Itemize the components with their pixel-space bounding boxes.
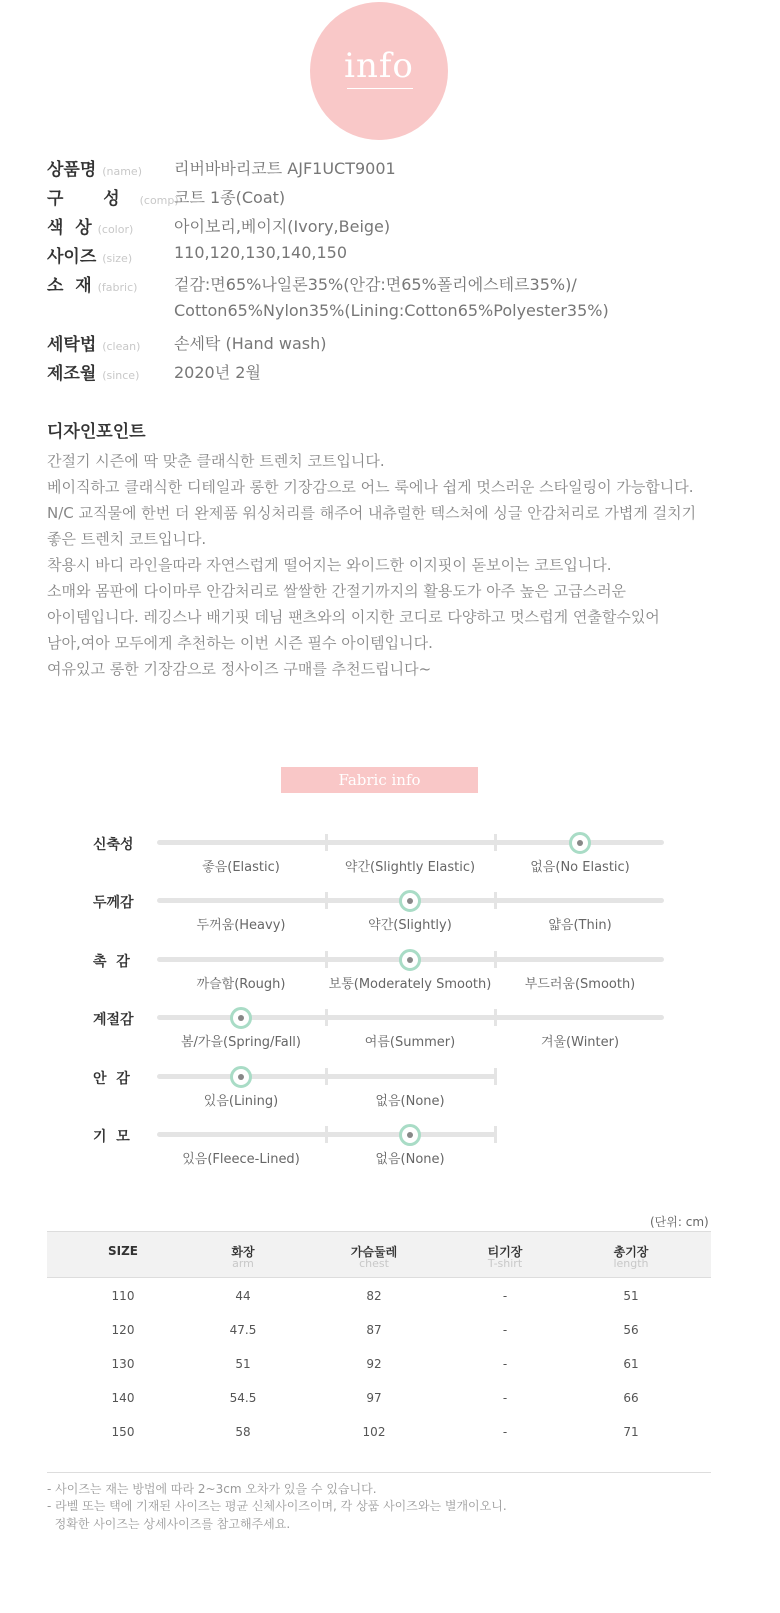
fabric-scale-divider <box>325 1126 328 1143</box>
size-table-header-label: SIZE <box>107 1244 138 1258</box>
design-line: 소매와 몸판에 다이마루 안감처리로 쌀쌀한 간절기까지의 활용도가 아주 높은 고급스러운 <box>47 582 627 600</box>
spec-label-name: 상품명 (name) <box>47 160 142 180</box>
fabric-selected-marker <box>230 1007 252 1029</box>
size-table-cell: 97 <box>366 1391 382 1405</box>
fabric-option-label: 없음(No Elastic) <box>530 860 630 875</box>
size-table-cell: 54.5 <box>229 1391 257 1405</box>
size-note: - 사이즈는 재는 방법에 따라 2~3cm 오차가 있을 수 있습니다. <box>47 1482 377 1496</box>
fabric-scale-divider <box>494 892 497 909</box>
size-table-header-sublabel: chest <box>359 1257 389 1270</box>
size-table-cell: 102 <box>362 1425 386 1439</box>
spec-value-comp: 코트 1종(Coat) <box>174 188 286 207</box>
spec-label-size: 사이즈 (size) <box>47 247 133 267</box>
fabric-info-banner: Fabric info <box>281 767 478 793</box>
spec-value-clean: 손세탁 (Hand wash) <box>174 334 327 353</box>
size-table-header-sublabel: T-shirt <box>487 1257 523 1270</box>
size-table-cell: - <box>502 1289 508 1303</box>
size-table-cell: 51 <box>623 1289 639 1303</box>
fabric-scale-divider <box>494 834 497 851</box>
fabric-scale-divider <box>325 1009 328 1026</box>
spec-value-size: 110,120,130,140,150 <box>174 243 348 262</box>
size-table-cell: - <box>502 1391 508 1405</box>
design-point-title: 디자인포인트 <box>47 422 146 442</box>
spec-label-color: 색 상 (color) <box>47 218 134 238</box>
fabric-option-label: 없음(None) <box>375 1093 445 1109</box>
fabric-option-label: 있음(Lining) <box>203 1093 279 1109</box>
fabric-scale-divider <box>325 892 328 909</box>
size-table-cell: 92 <box>366 1357 382 1371</box>
size-table-bottom-divider <box>47 1472 711 1473</box>
size-table-header-label: 티기장 <box>487 1245 523 1259</box>
size-table-cell: 71 <box>623 1425 639 1439</box>
fabric-option-label: 약간(Slightly) <box>368 918 452 934</box>
fabric-option-label: 까슬함(Rough) <box>196 976 286 992</box>
fabric-selected-marker <box>569 832 591 854</box>
design-line: 간절기 시즌에 딱 맞춘 클래식한 트렌치 코트입니다. <box>47 452 385 470</box>
fabric-option-label: 부드러움(Smooth) <box>524 976 636 992</box>
size-table-cell: 82 <box>366 1289 382 1303</box>
spec-value-since: 2020년 2월 <box>174 363 261 382</box>
fabric-row-label: 안 감 <box>93 1070 130 1087</box>
spec-value-name: 리버바바리코트 AJF1UCT9001 <box>174 159 396 178</box>
fabric-option-label: 좋음(Elastic) <box>202 860 280 875</box>
fabric-row-label: 기 모 <box>93 1129 130 1145</box>
fabric-scale-divider <box>325 834 328 851</box>
size-table-cell: 87 <box>366 1323 382 1337</box>
spec-label-fabric: 소 재 (fabric) <box>47 276 138 296</box>
size-table-cell: 51 <box>235 1357 251 1371</box>
design-line: 아이템입니다. 레깅스나 배기핏 데님 팬츠와의 이지한 코디로 다양하고 멋스럽게 연출할수있어 <box>47 608 660 626</box>
fabric-row-label: 계절감 <box>93 1012 134 1029</box>
fabric-option-label: 있음(Fleece-Lined) <box>182 1152 300 1167</box>
size-unit-label: (단위: cm) <box>650 1215 709 1229</box>
size-table-cell: 61 <box>623 1357 639 1371</box>
fabric-selected-marker <box>399 890 421 912</box>
info-title: info <box>344 46 414 86</box>
size-table-cell: 44 <box>235 1289 251 1303</box>
spec-value-fabric: 겉감:면65%나일론35%(안감:면65%폴리에스테르35%)/ <box>174 275 577 294</box>
fabric-option-label: 두꺼움(Heavy) <box>196 918 286 934</box>
fabric-option-label: 얇음(Thin) <box>548 918 612 934</box>
size-note: - 라벨 또는 택에 기재된 사이즈는 평균 신체사이즈이며, 각 상품 사이즈와는 별개이오니. <box>47 1499 507 1513</box>
size-table-cell: - <box>502 1425 508 1439</box>
fabric-row-label: 두께감 <box>93 895 134 912</box>
fabric-option-label: 겨울(Winter) <box>540 1035 620 1051</box>
fabric-selected-marker <box>399 949 421 971</box>
fabric-scale-divider <box>325 951 328 968</box>
design-line: 좋은 트렌치 코트입니다. <box>47 530 207 548</box>
size-table-header-label: 가슴둘레 <box>350 1245 398 1259</box>
size-table-cell: 66 <box>623 1391 639 1405</box>
size-note: 정확한 사이즈는 상세사이즈를 참고해주세요. <box>47 1517 291 1531</box>
fabric-option-label: 없음(None) <box>375 1152 445 1167</box>
size-table-cell: 130 <box>111 1357 135 1371</box>
spec-value-fabric-en: Cotton65%Nylon35%(Lining:Cotton65%Polyester35%) <box>174 301 609 320</box>
size-table-cell: 56 <box>623 1323 639 1337</box>
fabric-scale-divider <box>325 1068 328 1085</box>
size-table-cell: 140 <box>111 1391 135 1405</box>
size-table-header-sublabel: length <box>613 1257 649 1270</box>
size-table-cell: 110 <box>111 1289 135 1303</box>
size-table-cell: - <box>502 1323 508 1337</box>
size-table-cell: 120 <box>111 1323 135 1337</box>
size-table-cell: 150 <box>111 1425 135 1439</box>
fabric-selected-marker <box>230 1066 252 1088</box>
design-line: 베이직하고 클래식한 디테일과 롱한 기장감으로 어느 룩에나 쉽게 멋스러운 스타일링이 가능합니다. <box>47 478 694 496</box>
fabric-scale-divider <box>494 1009 497 1026</box>
design-line: N/C 교직물에 한번 더 완제품 워싱처리를 해주어 내츄럴한 텍스처에 싱글 안감처리로 가볍게 걸치기 <box>47 504 697 522</box>
design-line: 여유있고 롱한 기장감으로 정사이즈 구매를 추천드립니다~ <box>47 660 432 678</box>
info-title-underline <box>347 88 413 89</box>
fabric-row-label: 촉 감 <box>93 953 130 970</box>
fabric-option-label: 약간(Slightly Elastic) <box>344 860 476 875</box>
fabric-option-label: 여름(Summer) <box>364 1035 456 1051</box>
fabric-selected-marker <box>399 1124 421 1146</box>
fabric-scale-divider <box>494 1068 497 1085</box>
design-line: 남아,여아 모두에게 추천하는 이번 시즌 필수 아이템입니다. <box>47 634 433 652</box>
spec-label-comp: 구 성 (comp) <box>47 189 179 209</box>
size-table-cell: - <box>502 1357 508 1371</box>
spec-value-color: 아이보리,베이지(Ivory,Beige) <box>174 217 391 236</box>
size-table-header-label: 총기장 <box>613 1245 649 1259</box>
spec-label-since: 제조월 (since) <box>47 364 140 384</box>
fabric-scale-divider <box>494 1126 497 1143</box>
size-table-header-sublabel: arm <box>232 1257 254 1270</box>
fabric-option-label: 보통(Moderately Smooth) <box>328 976 492 992</box>
fabric-row-label: 신축성 <box>93 837 134 853</box>
fabric-option-label: 봄/가을(Spring/Fall) <box>180 1035 301 1051</box>
fabric-scale-divider <box>494 951 497 968</box>
size-table-cell: 58 <box>235 1425 251 1439</box>
design-line: 착용시 바디 라인을따라 자연스럽게 떨어지는 와이드한 이지핏이 돋보이는 코트입니다. <box>47 556 612 574</box>
spec-label-clean: 세탁법 (clean) <box>47 335 141 355</box>
size-table-header-label: 화장 <box>231 1245 255 1259</box>
size-table-cell: 47.5 <box>229 1323 257 1337</box>
